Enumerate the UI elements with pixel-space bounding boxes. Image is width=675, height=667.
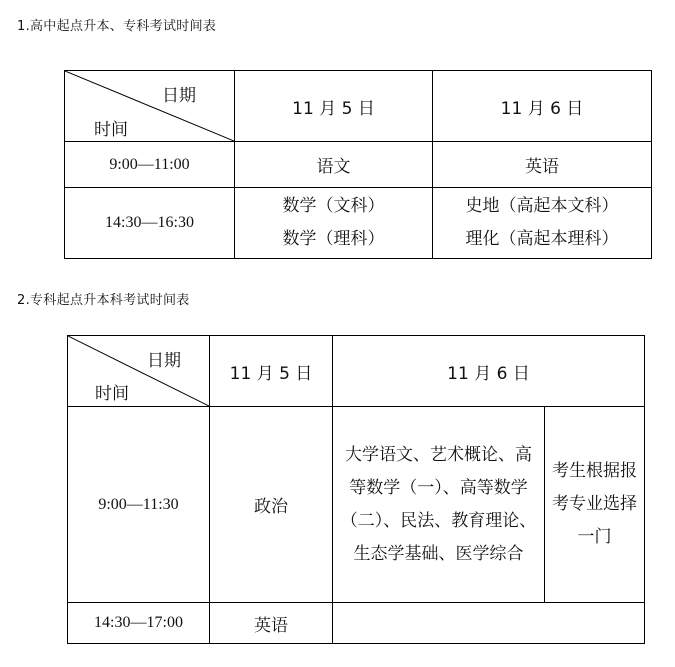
selection-note: 考生根据报考专业选择一门 <box>552 461 637 547</box>
table2-header-day1: 11 月 5 日 <box>210 336 333 407</box>
table2-row1-day1: 政治 <box>210 407 333 603</box>
table1-row2-time: 14:30—16:30 <box>65 188 235 259</box>
table1-row1-day1: 语文 <box>235 142 433 188</box>
table1-row1-day2: 英语 <box>433 142 652 188</box>
table2-row1-time: 9:00—11:30 <box>68 407 210 603</box>
table2-row2-day2 <box>333 603 645 644</box>
subject-line: 理化（高起本理科） <box>465 229 619 249</box>
diagonal-line <box>68 336 209 406</box>
corner-time-label: 时间 <box>95 384 129 404</box>
table2-row2-time: 14:30—17:00 <box>68 603 210 644</box>
subject-list: 大学语文、艺术概论、高等数学（一）、高等数学（二）、民法、教育理论、生态学基础、医学综合 <box>340 444 537 564</box>
table2-corner-cell <box>68 336 210 407</box>
subject-line: 史地（高起本文科） <box>465 196 619 216</box>
corner-time-label: 时间 <box>94 120 128 140</box>
table2-header-day2: 11 月 6 日 <box>333 336 645 407</box>
table1-header-day1: 11 月 5 日 <box>235 71 433 142</box>
section1-heading: 1.高中起点升本、专科考试时间表 <box>17 19 217 34</box>
subject-line: 数学（文科） <box>282 196 385 216</box>
table2-row2-day1: 英语 <box>210 603 333 644</box>
subject-line: 数学（理科） <box>282 229 385 249</box>
section2-heading: 2.专科起点升本科考试时间表 <box>17 293 190 308</box>
table1-row2-day2 <box>433 188 652 259</box>
corner-date-label: 日期 <box>147 351 181 371</box>
exam-schedule-table-2 <box>67 335 645 644</box>
corner-date-label: 日期 <box>162 86 196 106</box>
table2-row1-day2-note <box>545 407 645 603</box>
table2-row1-day2-subjects <box>333 407 545 603</box>
table1-row1-time: 9:00—11:00 <box>65 142 235 188</box>
diagonal-line <box>65 71 234 141</box>
table1-row2-day1 <box>235 188 433 259</box>
table1-header-day2: 11 月 6 日 <box>433 71 652 142</box>
exam-schedule-table-1 <box>64 70 652 259</box>
table1-corner-cell <box>65 71 235 142</box>
